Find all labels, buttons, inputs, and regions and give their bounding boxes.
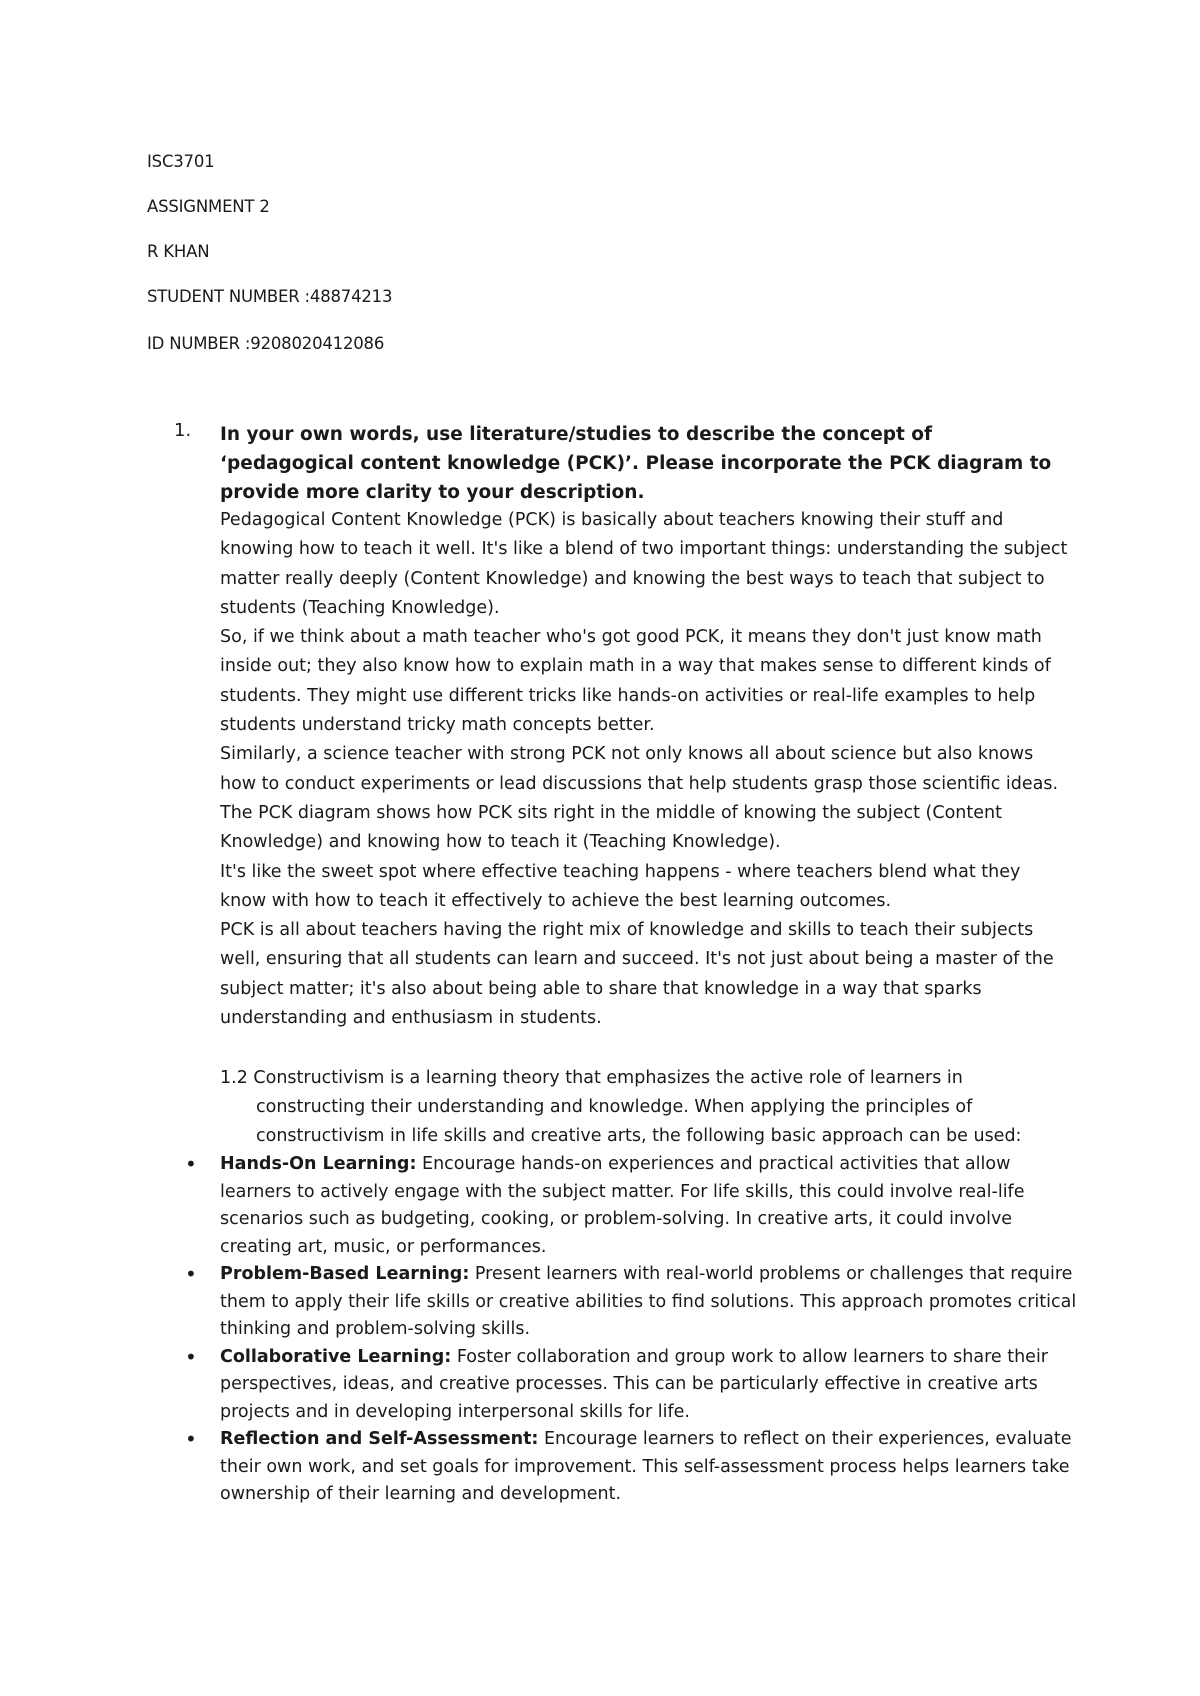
question-1-answer (220, 506, 1070, 1033)
section-1-2-continuation: constructing their understanding and knowledge. When applying the principles of constructivism in life skills and creative arts, the following basic approach can be used: (256, 1097, 1022, 1146)
answer-paragraph: PCK is all about teachers having the right mix of knowledge and skills to teach their subjects well, ensuring that all students can learn and succeed. It's not just about being a master of the subject matter; it's also about being able to share that knowledge in a way that sparks understanding and enthusiasm in students. (220, 920, 1054, 1029)
approach-term: Problem-Based Learning: (220, 1264, 470, 1284)
bullet-icon: • (185, 1152, 197, 1176)
approach-description: Encourage learners to reflect on their experiences, evaluate their own work, and set goals for improvement. This self-assessment process helps learners take ownership of their learning and development. (220, 1429, 1072, 1504)
list-item (180, 1344, 1080, 1427)
list-item (180, 1261, 1080, 1344)
question-1-number: 1. (174, 420, 192, 441)
question-1-title: In your own words, use literature/studies to describe the concept of ‘pedagogical content knowledge (PCK)’. Please incorporate the PCK diagram to provide more clarity to your description. (220, 424, 1052, 503)
approach-term: Hands-On Learning: (220, 1154, 417, 1174)
answer-paragraph: Similarly, a science teacher with strong PCK not only knows all about science but also knows how to conduct experiments or lead discussions that help students grasp those scientific ideas. The PCK diagram shows how PCK sits right in the middle of knowing the subject (Content Knowledge) and knowing how to teach it (Teaching Knowledge). (220, 744, 1059, 853)
answer-paragraph: So, if we think about a math teacher who's got good PCK, it means they don't just know math inside out; they also know how to explain math in a way that makes sense to different kinds of students. They might use different tricks like hands-on activities or real-life examples to help students understand tricky math concepts better. (220, 627, 1051, 736)
section-1-2-intro: 1.2 Constructivism is a learning theory that emphasizes the active role of learners in (220, 1068, 963, 1088)
list-item (180, 1426, 1080, 1509)
bullet-icon: • (185, 1262, 197, 1286)
approach-description: Foster collaboration and group work to allow learners to share their perspectives, ideas, and creative processes. This can be particularly effective in creative arts projects and in developing interpersonal skills for life. (220, 1346, 1049, 1422)
answer-paragraph: Pedagogical Content Knowledge (PCK) is basically about teachers knowing their stuff and knowing how to teach it well. It's like a blend of two important things: understanding the subject matter really deeply (Content Knowledge) and knowing the best ways to teach that subject to students (Teaching Knowledge). (220, 510, 1068, 618)
approach-description: Present learners with real-world problems or challenges that require them to apply their life skills or creative abilities to find solutions. This approach promotes critical thinking and problem-solving skills. (220, 1264, 1077, 1339)
student-number: STUDENT NUMBER :48874213 (147, 287, 393, 306)
bullet-icon: • (185, 1427, 197, 1451)
id-number: ID NUMBER :9208020412086 (147, 334, 385, 353)
section-1-2 (220, 1064, 1070, 1151)
list-item (180, 1151, 1080, 1261)
answer-paragraph: It's like the sweet spot where effective teaching happens - where teachers blend what they know with how to teach it effectively to achieve the best learning outcomes. (220, 861, 1021, 911)
approach-list (180, 1151, 1080, 1509)
bullet-icon: • (185, 1344, 197, 1369)
course-code: ISC3701 (147, 152, 215, 171)
approach-term: Collaborative Learning: (220, 1346, 452, 1367)
approach-description: Encourage hands-on experiences and practical activities that allow learners to actively engage with the subject matter. For life skills, this could involve real-life scenarios such as budgeting, cooking, or problem-solving. In creative arts, it could involve creating art, music, or performances. (220, 1154, 1025, 1257)
approach-term: Reflection and Self-Assessment: (220, 1429, 539, 1449)
student-name: R KHAN (147, 242, 210, 261)
assignment-label: ASSIGNMENT 2 (147, 197, 270, 216)
